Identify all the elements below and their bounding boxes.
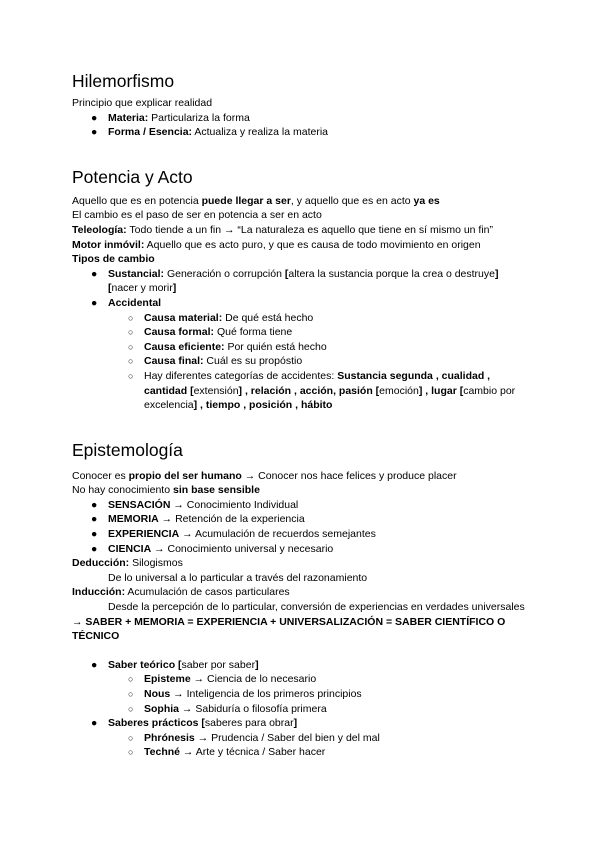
bullet-icon: ● [91,542,98,555]
spacer [72,644,528,658]
paragraph: Teleología: Todo tiende a un fin → “La naturaleza es aquello que tiene en sí mismo un fin” [72,223,494,236]
heading-epistemologia: Epistemología [72,439,183,460]
circle-bullet-icon: ○ [128,356,134,367]
list-item: ○ Nous → Inteligencia de los primeros principios [128,688,362,700]
bullet-icon: ● [91,717,98,730]
paragraph: Deducción: Silogismos [72,557,183,570]
paragraph: El cambio es el paso de ser en potencia a ser en acto [72,209,322,222]
circle-bullet-icon: ○ [128,747,134,758]
list-item: ● Accidental [91,296,162,309]
paragraph: De lo universal a lo particular a través del razonamiento [108,571,368,584]
bullet-icon: ● [91,513,98,526]
bullet-icon: ● [91,528,98,541]
bullet-icon: ● [91,658,98,671]
list-item: ● Materia: Particulariza la forma [91,111,250,124]
list-item: ● SENSACIÓN → Conocimiento Individual [91,498,299,511]
paragraph: Aquello que es en potencia puede llegar a ser, y aquello que es en acto ya es [72,194,440,207]
list-item: ○ Sophia → Sabiduría o filosofía primera [128,702,327,715]
list-item: ● Saberes prácticos [saberes para obrar] [91,717,298,730]
paragraph: Desde la percepción de lo particular, conversión de experiencias en verdades universales → SABER + MEMORIA = EXPERIENCIA + UNIVERSALIZACIÓN = SABER CIENTÍFICO O TÉCNICO [72,601,525,643]
list-item: ○ Causa eficiente: Por quién está hecho [128,340,327,353]
heading-hilemorfismo: Hilemorfismo [72,71,175,91]
list-item: ● EXPERIENCIA → Acumulación de recuerdos semejantes [91,528,376,541]
list-item: ● CIENCIA → Conocimiento universal y necesario [91,542,334,555]
circle-bullet-icon: ○ [128,341,134,352]
list-item: ○ Causa formal: Qué forma tiene [128,326,293,339]
paragraph: Tipos de cambio [72,253,155,266]
list-item: ● MEMORIA → Retención de la experiencia [91,513,305,526]
list-item: ○ Causa material: De qué está hecho [128,311,314,324]
circle-bullet-icon: ○ [128,674,134,685]
bullet-icon: ● [91,111,98,124]
circle-bullet-icon: ○ [128,327,134,338]
bullet-icon: ● [91,296,98,309]
document-page [72,70,528,760]
paragraph: Conocer es propio del ser humano → Conocer nos hace felices y produce placer [72,469,457,482]
bullet-icon: ● [91,126,98,139]
list-item: ● Forma / Esencia: Actualiza y realiza la materia [91,126,329,139]
intro-text: Principio que explicar realidad [72,97,213,109]
circle-bullet-icon: ○ [128,732,134,743]
paragraph: Motor inmóvil: Aquello que es acto puro, y que es causa de todo movimiento en origen [72,238,481,251]
paragraph: Inducción: Acumulación de casos particulares [72,586,290,599]
circle-bullet-icon: ○ [128,312,134,323]
list-item: ○ Hay diferentes categorías de accidentes: Sustancia segunda , cualidad , cantidad [extensión] , relación , acción, pasión [emoción] , lugar [cambio por excelencia] , tiempo , posición , hábito [128,369,516,412]
list-item: ○ Episteme → Ciencia de lo necesario [128,673,317,686]
circle-bullet-icon: ○ [128,689,134,699]
conocimiento-list [72,498,528,556]
list-item: ● Saber teórico [saber por saber] [91,658,259,671]
bullet-icon: ● [91,498,98,511]
heading-potencia-acto: Potencia y Acto [72,166,193,187]
list-item: ○ Phrónesis → Prudencia / Saber del bien y del mal [128,731,380,744]
list-item: ○ Causa final: Cuál es su propóstio [128,355,303,368]
list-item: ○ Techné → Arte y técnica / Saber hacer [128,746,326,759]
circle-bullet-icon: ○ [128,703,134,714]
tipos-list [72,267,528,413]
bullet-icon: ● [91,267,98,280]
hilemorfismo-list [72,111,528,140]
paragraph: No hay conocimiento sin base sensible [72,484,260,497]
saberes-list [72,658,528,760]
circle-bullet-icon: ○ [128,370,134,381]
list-item: ● Sustancial: Generación o corrupción [altera la sustancia porque la crea o destruye][nacer y morir] [91,267,499,295]
